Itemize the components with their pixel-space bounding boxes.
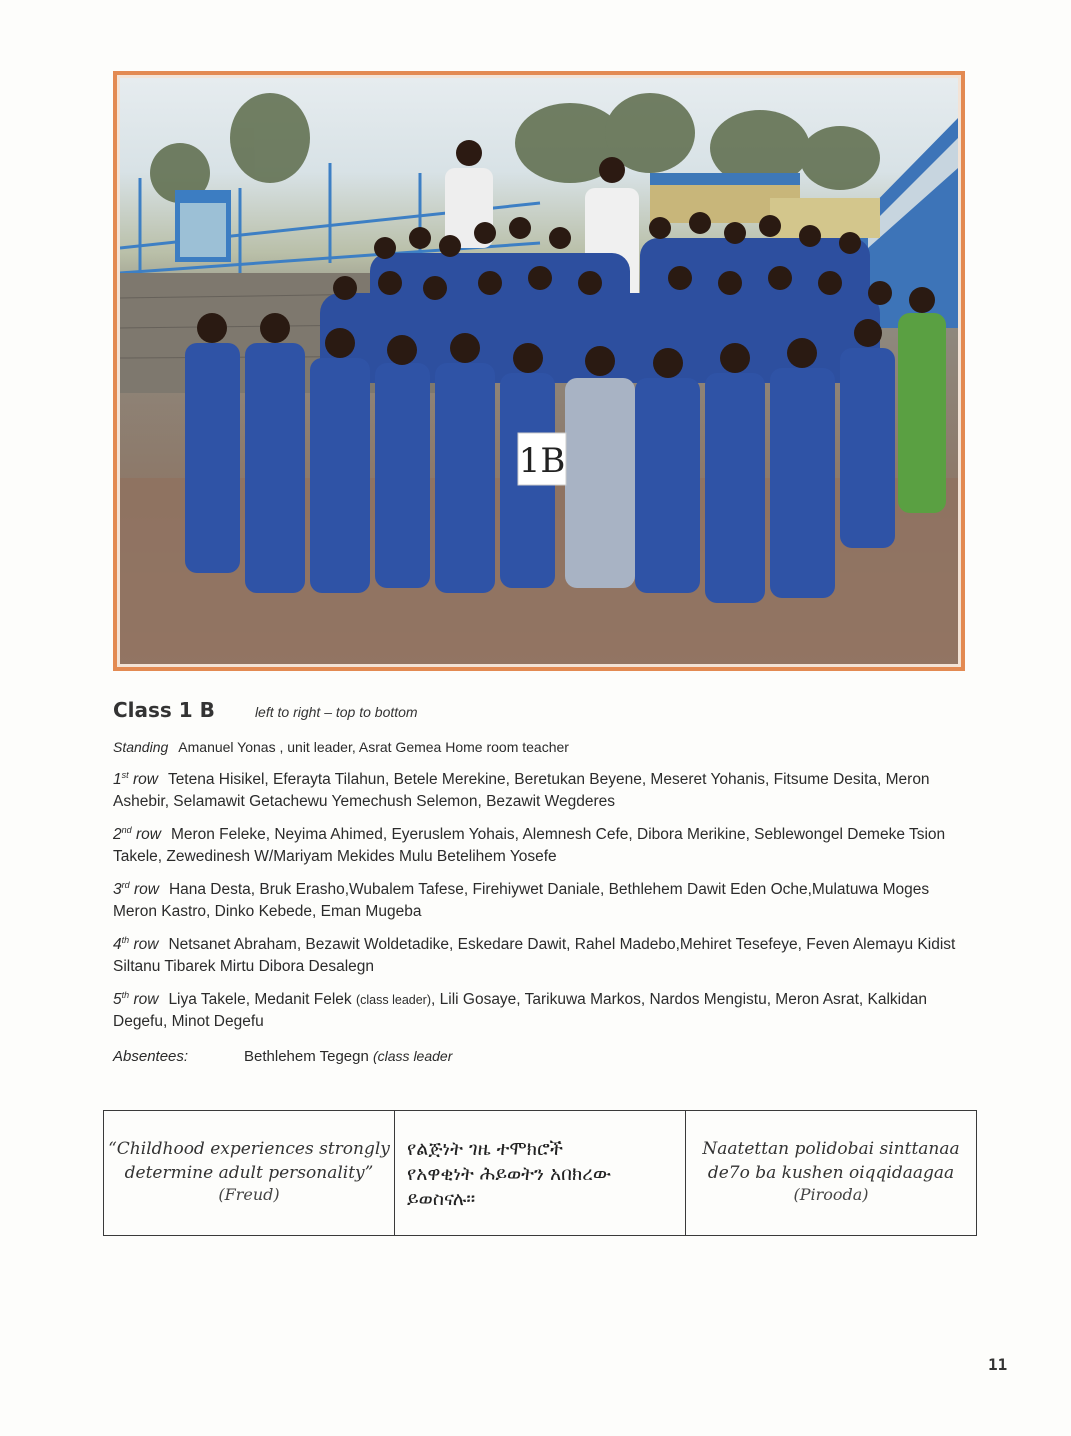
absentees-label: Absentees: bbox=[113, 1047, 189, 1065]
standing-names: Amanuel Yonas , unit leader, Asrat Gemea Home room teacher bbox=[178, 739, 569, 755]
row-4-names: Netsanet Abraham, Bezawit Woldetadike, Eskedare Dawit, Rahel Madebo,Mehiret Tesefeye, Feven Alemayu Kidist Siltanu Tibarek Mirtu Dibora Desalegn bbox=[113, 935, 956, 975]
row-3 bbox=[113, 879, 973, 924]
row-1 bbox=[113, 769, 973, 814]
class-photo-frame bbox=[113, 71, 965, 671]
row-4 bbox=[113, 934, 973, 979]
row-3-label: 3rd row bbox=[113, 879, 159, 898]
absentee-note: (class leader bbox=[373, 1047, 453, 1064]
quote-english-source: (Freud) bbox=[218, 1185, 280, 1204]
class-photo bbox=[120, 78, 958, 664]
quote-amharic-line-2: የአዋቂነት ሕይወትን አበክረው bbox=[407, 1163, 612, 1185]
quote-amharic bbox=[394, 1111, 685, 1235]
standing-line bbox=[113, 736, 973, 759]
row-2 bbox=[113, 824, 973, 869]
quote-english bbox=[104, 1111, 394, 1235]
row-5-label: 5th row bbox=[113, 989, 159, 1008]
absentees-line bbox=[113, 1048, 973, 1065]
row-2-label: 2nd row bbox=[113, 824, 161, 843]
caption bbox=[113, 698, 973, 1065]
quote-oromo-line-1: Naatettan polidobai sinttanaa bbox=[702, 1139, 960, 1159]
quote-amharic-line-3: ይወስናሉ። bbox=[407, 1188, 476, 1210]
standing-label: Standing bbox=[113, 739, 169, 755]
class-photo-illustration bbox=[120, 78, 958, 664]
absentee-name: Bethlehem Tegegn bbox=[244, 1047, 369, 1065]
order-note: left to right – top to bottom bbox=[254, 704, 418, 720]
row-2-names: Meron Feleke, Neyima Ahimed, Eyeruslem Yohais, Alemnesh Cefe, Dibora Merikine, Seblewongel Demeke Tsion Takele, Zewedinesh W/Mariyam Mekides Mulu Betelihem Yosefe bbox=[113, 825, 946, 865]
quote-oromo bbox=[685, 1111, 976, 1235]
row-5-names-a: Liya Takele, Medanit Felek bbox=[168, 990, 352, 1008]
quote-english-line-1: “Childhood experiences strongly bbox=[108, 1139, 390, 1159]
row-5-class-leader-note: (class leader) bbox=[355, 992, 432, 1007]
quote-table bbox=[103, 1110, 977, 1236]
row-5-names-b: , Lili Gosaye, Tarikuwa Markos, Nardos Mengistu, Meron Asrat, Kalkidan Degefu, Minot Degefu bbox=[113, 990, 927, 1030]
row-5 bbox=[113, 989, 973, 1034]
row-4-label: 4th row bbox=[113, 934, 159, 953]
caption-header bbox=[113, 698, 973, 722]
class-sign-text: 1B bbox=[518, 441, 566, 481]
class-title: Class 1 B bbox=[113, 698, 215, 722]
quote-amharic-line-1: የልጅነት ገዜ ተሞክሮች bbox=[407, 1138, 564, 1160]
row-1-names: Tetena Hisikel, Eferayta Tilahun, Betele Merekine, Beretukan Beyene, Meseret Yohanis, Fitsume Desita, Meron Ashebir, Selamawit Getachewu Yemechush Selemon, Bezawit Wegderes bbox=[113, 770, 930, 810]
quote-oromo-source: (Pirooda) bbox=[793, 1185, 869, 1204]
row-3-names: Hana Desta, Bruk Erasho,Wubalem Tafese, Firehiywet Daniale, Bethlehem Dawit Eden Oche,Mulatuwa Moges Meron Kastro, Dinko Kebede, Eman Mugeba bbox=[113, 880, 930, 920]
quote-oromo-line-2: de7o ba kushen oiqqidaagaa bbox=[707, 1163, 955, 1183]
row-1-label: 1st row bbox=[113, 769, 158, 788]
page-number: 11 bbox=[988, 1355, 1008, 1374]
quote-english-line-2: determine adult personality” bbox=[124, 1163, 374, 1183]
